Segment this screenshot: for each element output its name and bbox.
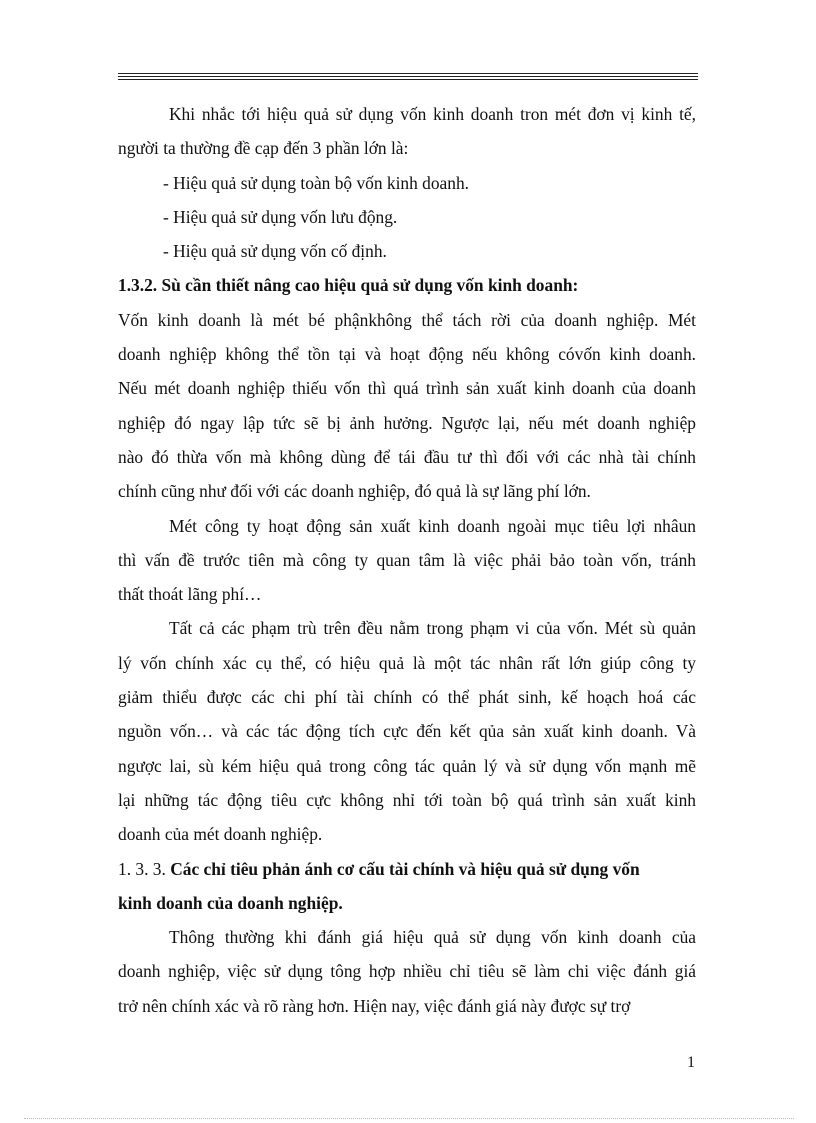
footer-dotted-rule: [24, 1118, 794, 1119]
text-line: ngược lai, sù kém hiệu quả trong công tác quản lý và sử dụng vốn mạnh mẽ: [118, 755, 696, 776]
page-number: 1: [687, 1054, 695, 1071]
bullet-item: - Hiệu quả sử dụng vốn lưu động.: [163, 206, 398, 227]
text-line: nào đó thừa vốn mà không dùng để tái đầu tư thì đối với các nhà tài chính: [118, 446, 696, 467]
text-line: Vốn kinh doanh là mét bé phậnkhông thể tách rời của doanh nghiệp. Mét: [118, 309, 696, 330]
text-line: lại những tác động tiêu cực không nhỉ tới toàn bộ quá trình sản xuất kinh: [118, 789, 696, 810]
text-line: chính cũng như đối với các doanh nghiệp, đó quả là sự lãng phí lớn.: [118, 481, 591, 502]
section-heading-1-3-3: [118, 852, 696, 886]
header-rule-2: [118, 76, 698, 77]
header-rule-1: [118, 73, 698, 74]
bullet-item: - Hiệu quả sử dụng toàn bộ vốn kinh doanh.: [163, 172, 469, 193]
text-line: Khi nhắc tới hiệu quả sử dụng vốn kinh doanh tron mét đơn vị kinh tế,: [169, 104, 696, 124]
text-line: thì vấn đề trước tiên mà công ty quan tâm là việc phải bảo toàn vốn, tránh: [118, 549, 696, 570]
text-line: người ta thường đề cạp đến 3 phần lớn là:: [118, 138, 409, 159]
section-heading-1-3-2: 1.3.2. Sù cần thiết nâng cao hiệu quả sử dụng vốn kinh doanh:: [118, 275, 579, 296]
section-number: 1. 3. 3.: [118, 858, 166, 879]
section-title: Các chỉ tiêu phản ánh cơ cấu tài chính và hiệu quả sử dụng vốn: [170, 858, 640, 879]
text-line: Thông thường khi đánh giá hiệu quả sử dụng vốn kinh doanh của: [169, 927, 696, 948]
text-line: doanh của mét doanh nghiệp.: [118, 824, 323, 845]
text-line: giảm thiểu được các chi phí tài chính có thể phát sinh, kế hoạch hoá các: [118, 687, 696, 708]
text-line: Tất cả các phạm trù trên đều nằm trong phạm vi của vốn. Mét sù quản: [169, 618, 696, 639]
text-line: thất thoát lãng phí…: [118, 584, 262, 605]
text-line: trở nên chính xác và rõ ràng hơn. Hiện nay, việc đánh giá này được sự trợ: [118, 995, 631, 1016]
section-title-continued: kinh doanh của doanh nghiệp.: [118, 892, 343, 913]
text-line: doanh nghiệp không thể tồn tại và hoạt động nếu không cóvốn kinh doanh.: [118, 344, 696, 365]
text-line: nguồn vốn… và các tác động tích cực đến kết qủa sản xuất kinh doanh. Và: [118, 721, 696, 742]
text-line: Nếu mét doanh nghiệp thiếu vốn thì quá trình sản xuất kinh doanh của doanh: [118, 378, 696, 399]
bullet-item: - Hiệu quả sử dụng vốn cố định.: [163, 241, 387, 262]
text-line: nghiệp đó ngay lập tức sẽ bị ảnh hưởng. Ngược lại, nếu mét doanh nghiệp: [118, 412, 696, 433]
text-line: Mét công ty hoạt động sản xuất kinh doanh ngoài mục tiêu lợi nhâun: [169, 515, 696, 536]
header-rule-3: [118, 79, 698, 80]
text-line: doanh nghiệp, việc sử dụng tông hợp nhiều chỉ tiêu sẽ làm chi việc đánh giá: [118, 961, 696, 982]
text-line: lý vốn chính xác cụ thể, có hiệu quả là một tác nhân rất lớn giúp công ty: [118, 652, 696, 673]
body-text: [118, 97, 696, 1023]
